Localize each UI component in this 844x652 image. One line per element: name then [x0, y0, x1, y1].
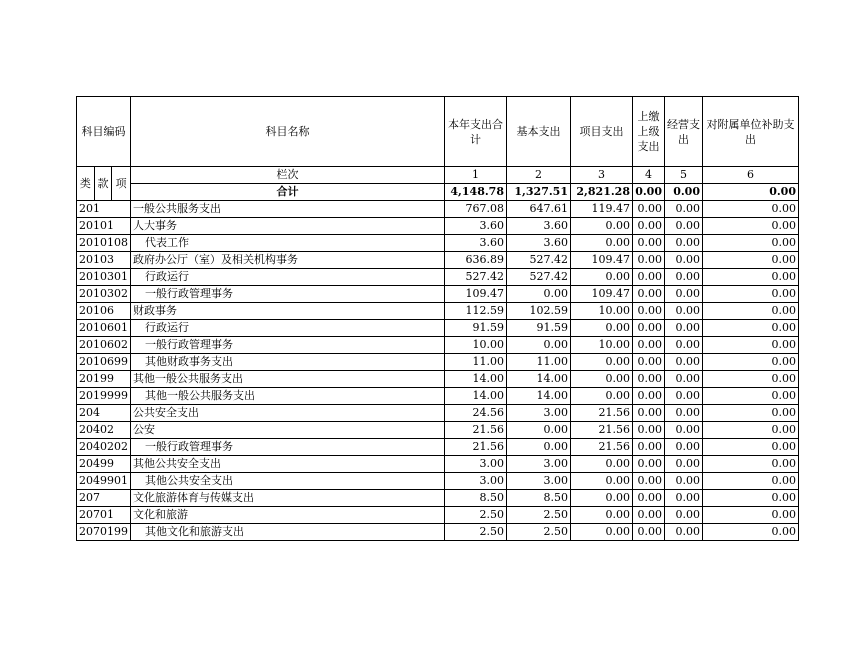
row-value: 0.00 — [665, 269, 703, 286]
row-value: 0.00 — [571, 490, 633, 507]
row-value: 0.00 — [507, 439, 571, 456]
row-value: 0.00 — [633, 218, 665, 235]
row-value: 0.00 — [665, 337, 703, 354]
row-value: 0.00 — [633, 405, 665, 422]
row-value: 0.00 — [571, 235, 633, 252]
row-value: 109.47 — [445, 286, 507, 303]
row-value: 0.00 — [571, 218, 633, 235]
row-name: 公安 — [131, 422, 445, 439]
row-value: 0.00 — [703, 303, 799, 320]
table-row — [77, 388, 799, 405]
row-value: 0.00 — [703, 405, 799, 422]
row-value: 0.00 — [665, 456, 703, 473]
row-value: 0.00 — [633, 286, 665, 303]
header-project: 项目支出 — [571, 97, 633, 167]
row-value: 3.60 — [507, 218, 571, 235]
row-code: 2040202 — [77, 439, 131, 456]
row-value: 0.00 — [665, 524, 703, 541]
row-name: 一般行政管理事务 — [131, 439, 445, 456]
row-code: 20199 — [77, 371, 131, 388]
row-value: 0.00 — [665, 235, 703, 252]
row-value: 14.00 — [507, 371, 571, 388]
row-name: 一般行政管理事务 — [131, 337, 445, 354]
table-row — [77, 252, 799, 269]
col-num: 1 — [445, 167, 507, 184]
row-code: 2070199 — [77, 524, 131, 541]
row-value: 636.89 — [445, 252, 507, 269]
row-value: 0.00 — [633, 507, 665, 524]
row-value: 0.00 — [571, 524, 633, 541]
row-code: 2010602 — [77, 337, 131, 354]
row-value: 0.00 — [571, 507, 633, 524]
row-value: 0.00 — [665, 507, 703, 524]
row-value: 91.59 — [445, 320, 507, 337]
row-value: 3.60 — [507, 235, 571, 252]
table-row — [77, 405, 799, 422]
row-value: 0.00 — [703, 490, 799, 507]
row-code: 20101 — [77, 218, 131, 235]
col-num: 5 — [665, 167, 703, 184]
row-value: 3.60 — [445, 235, 507, 252]
row-code: 2010302 — [77, 286, 131, 303]
row-code: 204 — [77, 405, 131, 422]
table-row — [77, 337, 799, 354]
row-name: 其他一般公共服务支出 — [131, 371, 445, 388]
row-value: 0.00 — [665, 388, 703, 405]
col-num: 3 — [571, 167, 633, 184]
row-value: 0.00 — [703, 337, 799, 354]
header-name: 科目名称 — [131, 97, 445, 167]
row-value: 0.00 — [507, 337, 571, 354]
row-code: 2019999 — [77, 388, 131, 405]
row-value: 0.00 — [571, 354, 633, 371]
row-value: 0.00 — [665, 371, 703, 388]
row-code: 20402 — [77, 422, 131, 439]
row-value: 0.00 — [703, 235, 799, 252]
row-value: 21.56 — [571, 405, 633, 422]
row-value: 527.42 — [507, 252, 571, 269]
row-value: 109.47 — [571, 252, 633, 269]
row-value: 21.56 — [571, 439, 633, 456]
total-value: 0.00 — [665, 184, 703, 201]
table-row — [77, 507, 799, 524]
table-row — [77, 473, 799, 490]
row-value: 8.50 — [445, 490, 507, 507]
row-value: 3.00 — [507, 405, 571, 422]
col-num: 6 — [703, 167, 799, 184]
row-value: 0.00 — [665, 286, 703, 303]
row-value: 0.00 — [665, 490, 703, 507]
row-value: 647.61 — [507, 201, 571, 218]
row-name: 代表工作 — [131, 235, 445, 252]
row-value: 0.00 — [703, 422, 799, 439]
row-value: 8.50 — [507, 490, 571, 507]
row-value: 119.47 — [571, 201, 633, 218]
header-row — [77, 97, 799, 167]
row-value: 0.00 — [703, 507, 799, 524]
row-value: 0.00 — [665, 422, 703, 439]
row-value: 14.00 — [445, 388, 507, 405]
row-value: 0.00 — [507, 422, 571, 439]
table-row — [77, 354, 799, 371]
total-value: 0.00 — [703, 184, 799, 201]
row-value: 2.50 — [507, 507, 571, 524]
row-name: 行政运行 — [131, 269, 445, 286]
row-value: 24.56 — [445, 405, 507, 422]
table-row — [77, 490, 799, 507]
row-value: 0.00 — [633, 201, 665, 218]
row-value: 0.00 — [703, 371, 799, 388]
table-row — [77, 371, 799, 388]
row-code: 2010301 — [77, 269, 131, 286]
total-value: 1,327.51 — [507, 184, 571, 201]
row-name: 行政运行 — [131, 320, 445, 337]
row-value: 0.00 — [703, 201, 799, 218]
row-value: 0.00 — [665, 201, 703, 218]
row-value: 527.42 — [445, 269, 507, 286]
row-value: 10.00 — [445, 337, 507, 354]
row-code: 207 — [77, 490, 131, 507]
row-value: 0.00 — [665, 320, 703, 337]
row-code: 2010699 — [77, 354, 131, 371]
table-row — [77, 218, 799, 235]
row-value: 11.00 — [445, 354, 507, 371]
row-value: 0.00 — [633, 456, 665, 473]
row-value: 0.00 — [571, 320, 633, 337]
row-value: 10.00 — [571, 337, 633, 354]
row-value: 0.00 — [633, 388, 665, 405]
row-value: 0.00 — [571, 371, 633, 388]
row-value: 767.08 — [445, 201, 507, 218]
row-value: 0.00 — [633, 473, 665, 490]
row-value: 0.00 — [571, 456, 633, 473]
row-name: 人大事务 — [131, 218, 445, 235]
row-code: 2010108 — [77, 235, 131, 252]
row-value: 0.00 — [703, 286, 799, 303]
table-row — [77, 439, 799, 456]
row-value: 0.00 — [633, 371, 665, 388]
row-code: 2010601 — [77, 320, 131, 337]
row-value: 3.00 — [507, 473, 571, 490]
col-num: 2 — [507, 167, 571, 184]
row-value: 91.59 — [507, 320, 571, 337]
row-name: 其他公共安全支出 — [131, 456, 445, 473]
row-value: 3.60 — [445, 218, 507, 235]
row-value: 3.00 — [445, 456, 507, 473]
header-lei: 类 — [77, 167, 95, 201]
row-value: 10.00 — [571, 303, 633, 320]
row-value: 0.00 — [571, 388, 633, 405]
header-upper: 上缴上级支出 — [633, 97, 665, 167]
row-value: 0.00 — [665, 354, 703, 371]
row-value: 0.00 — [703, 473, 799, 490]
total-value: 4,148.78 — [445, 184, 507, 201]
row-value: 0.00 — [703, 354, 799, 371]
row-value: 2.50 — [507, 524, 571, 541]
row-value: 527.42 — [507, 269, 571, 286]
row-value: 112.59 — [445, 303, 507, 320]
row-value: 0.00 — [703, 388, 799, 405]
table-row — [77, 524, 799, 541]
total-row — [77, 184, 799, 201]
row-value: 0.00 — [571, 269, 633, 286]
row-value: 0.00 — [665, 473, 703, 490]
row-value: 11.00 — [507, 354, 571, 371]
row-name: 文化旅游体育与传媒支出 — [131, 490, 445, 507]
table-row — [77, 456, 799, 473]
row-value: 0.00 — [633, 235, 665, 252]
row-name: 财政事务 — [131, 303, 445, 320]
row-value: 0.00 — [665, 303, 703, 320]
row-value: 0.00 — [633, 490, 665, 507]
header-kuan: 款 — [94, 167, 112, 201]
row-value: 0.00 — [633, 252, 665, 269]
total-label: 合计 — [131, 184, 445, 201]
row-value: 0.00 — [665, 252, 703, 269]
row-value: 0.00 — [703, 320, 799, 337]
col-num: 4 — [633, 167, 665, 184]
row-code: 20701 — [77, 507, 131, 524]
row-code: 201 — [77, 201, 131, 218]
row-name: 公共安全支出 — [131, 405, 445, 422]
header-basic: 基本支出 — [507, 97, 571, 167]
row-value: 0.00 — [633, 303, 665, 320]
row-value: 21.56 — [445, 422, 507, 439]
table-row — [77, 235, 799, 252]
row-code: 20499 — [77, 456, 131, 473]
row-value: 0.00 — [633, 422, 665, 439]
row-code: 20103 — [77, 252, 131, 269]
row-value: 21.56 — [445, 439, 507, 456]
table-row — [77, 269, 799, 286]
header-business: 经营支出 — [665, 97, 703, 167]
header-code: 科目编码 — [77, 97, 131, 167]
row-value: 0.00 — [633, 354, 665, 371]
row-value: 14.00 — [507, 388, 571, 405]
row-value: 0.00 — [703, 524, 799, 541]
table-row — [77, 201, 799, 218]
row-value: 0.00 — [633, 439, 665, 456]
row-name: 一般行政管理事务 — [131, 286, 445, 303]
row-value: 0.00 — [665, 439, 703, 456]
row-name: 政府办公厅（室）及相关机构事务 — [131, 252, 445, 269]
row-value: 0.00 — [507, 286, 571, 303]
header-lanci: 栏次 — [131, 167, 445, 184]
row-name: 其他财政事务支出 — [131, 354, 445, 371]
row-value: 102.59 — [507, 303, 571, 320]
row-code: 2049901 — [77, 473, 131, 490]
row-value: 0.00 — [633, 337, 665, 354]
row-value: 2.50 — [445, 524, 507, 541]
row-name: 其他公共安全支出 — [131, 473, 445, 490]
table-row — [77, 303, 799, 320]
expenditure-table — [76, 96, 799, 541]
header-xiang: 项 — [112, 167, 131, 201]
row-value: 0.00 — [703, 269, 799, 286]
row-value: 0.00 — [665, 218, 703, 235]
header-subsidy: 对附属单位补助支出 — [703, 97, 799, 167]
row-value: 0.00 — [703, 456, 799, 473]
header-total: 本年支出合计 — [445, 97, 507, 167]
total-value: 0.00 — [633, 184, 665, 201]
row-name: 其他一般公共服务支出 — [131, 388, 445, 405]
row-value: 3.00 — [507, 456, 571, 473]
row-value: 0.00 — [633, 320, 665, 337]
row-name: 一般公共服务支出 — [131, 201, 445, 218]
row-value: 3.00 — [445, 473, 507, 490]
table-row — [77, 286, 799, 303]
row-value: 14.00 — [445, 371, 507, 388]
row-value: 0.00 — [571, 473, 633, 490]
row-value: 0.00 — [703, 218, 799, 235]
row-value: 0.00 — [633, 524, 665, 541]
row-value: 0.00 — [703, 252, 799, 269]
row-value: 0.00 — [703, 439, 799, 456]
total-value: 2,821.28 — [571, 184, 633, 201]
row-value: 0.00 — [665, 405, 703, 422]
row-code: 20106 — [77, 303, 131, 320]
row-name: 其他文化和旅游支出 — [131, 524, 445, 541]
lanci-row — [77, 167, 799, 184]
row-value: 2.50 — [445, 507, 507, 524]
table-row — [77, 422, 799, 439]
row-value: 109.47 — [571, 286, 633, 303]
row-value: 0.00 — [633, 269, 665, 286]
row-name: 文化和旅游 — [131, 507, 445, 524]
row-value: 21.56 — [571, 422, 633, 439]
table-row — [77, 320, 799, 337]
